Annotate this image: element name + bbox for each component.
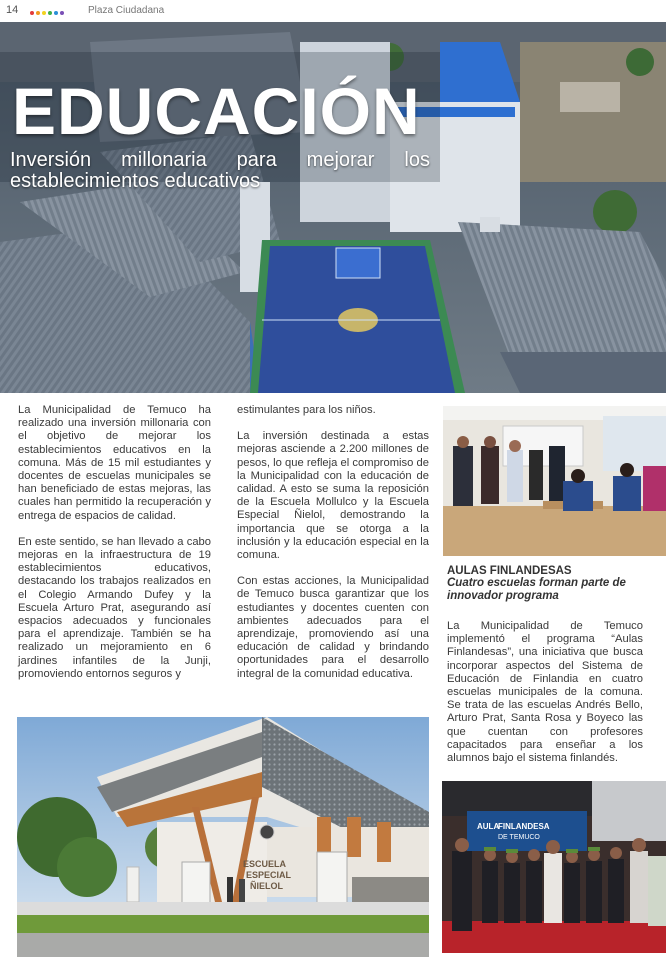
rendering-image (17, 717, 429, 957)
paragraph: En este sentido, se han llevado a cabo mejoras en la infraestructura de 19 establecimientos educativos, destacando los trabajos realizados en el Colegio Armando Dufey y la Escuela Arturo Prat, asegurando así espacios adecuados y funcionales para el aprendizaje. También se ha realizado un mejoramiento en 6 jardines infantiles de la Junji, promoviendo entornos seguros y (18, 535, 211, 680)
page-number: 14 (6, 4, 19, 16)
banner-line-1: AULA (477, 822, 500, 831)
article-column-1 (18, 404, 211, 694)
section-name: Plaza Ciudadana (88, 5, 165, 16)
sidebar-header (447, 565, 647, 603)
dot (48, 11, 52, 15)
sign-line-1: ESCUELA (243, 859, 287, 869)
dot (54, 11, 58, 15)
dot (36, 11, 40, 15)
sign-line-3: ÑIELOL (250, 881, 283, 891)
paragraph: La Municipalidad de Temuco ha realizado una inversión millonaria con el objetivo de mejorar los establecimientos educativos en la comuna. Más de 15 mil estudiantes y docentes de escuelas municipales se han beneficiado de estas mejoras, las cuales han permitido la recuperación y entrega de espacios de calidad. (18, 404, 211, 522)
school-rendering-photo (17, 717, 429, 957)
dot (30, 11, 34, 15)
brand-dots-icon (30, 11, 64, 15)
dot (42, 11, 46, 15)
page-subtitle: Inversión millonaria para mejorar los establecimientos educativos (10, 149, 430, 192)
paragraph: La inversión destinada a estas mejoras asciende a 2.200 millones de pesos, lo que refleja el compromiso de la Municipalidad con la educación de calidad. A esto se suma la reposición de la Escuela Mollulco y la Escuela Especial Ñielol, demostrando la importancia que se otorga a la inclusión y la educación especial en la comuna. (237, 430, 429, 562)
paragraph: La Municipalidad de Temuco implementó el programa “Aulas Finlandesas”, una iniciativa que busca incorporar aspectos del Sistema de Educación de Finlandia en cuatro escuelas municipales de la comuna. Se trata de las escuelas Andrés Bello, Arturo Prat, Santa Rosa y Boyeco las que cuentan con profesores capacitados para enseñar a los alumnos bajo el sistema finlandés. (447, 620, 643, 765)
ceremony-photo (442, 781, 666, 953)
classroom-image (443, 406, 666, 556)
classroom-photo (443, 406, 666, 556)
sidebar-subheading: Cuatro escuelas forman parte de innovador programa (447, 577, 626, 602)
banner-line-2: FINLANDESA (498, 822, 550, 831)
paragraph: Con estas acciones, la Municipalidad de Temuco busca garantizar que los estudiantes y docentes cuenten con ambientes adecuados para el aprendizaje, promoviendo así una educación de calidad y brindando oportunidades para el desarrollo integral de la comunidad educativa. (237, 575, 429, 680)
paragraph: estimulantes para los niños. (237, 404, 376, 416)
hero-photo (0, 22, 666, 393)
sign-line-2: ESPECIAL (246, 870, 292, 880)
dot (60, 11, 64, 15)
article-column-2 (237, 404, 429, 694)
sidebar-body (447, 620, 643, 778)
page-title: EDUCACIÓN (12, 74, 421, 148)
banner-line-3: DE TEMUCO (498, 834, 540, 841)
page-header (0, 0, 666, 22)
ceremony-image (442, 781, 666, 953)
sidebar-heading: AULAS FINLANDESAS (447, 565, 572, 577)
